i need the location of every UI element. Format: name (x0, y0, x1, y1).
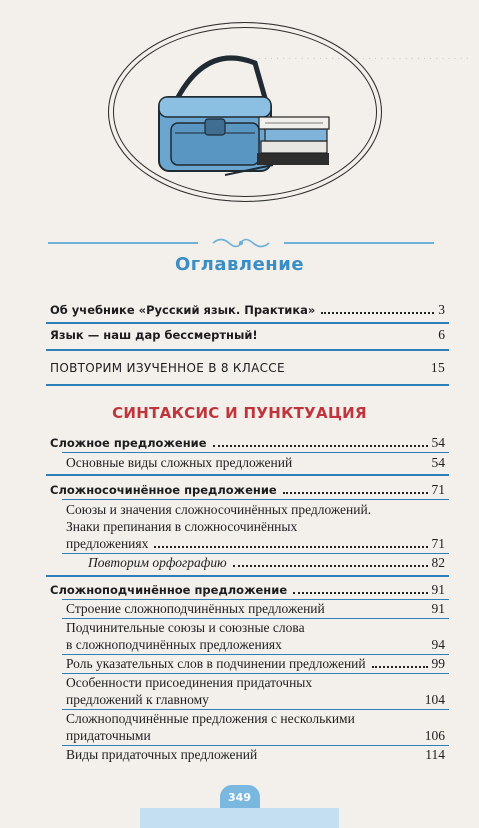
toc-entry[interactable] (50, 327, 445, 343)
rule (62, 618, 449, 619)
chapter-entry[interactable] (50, 435, 445, 451)
entry-page: 15 (430, 360, 445, 375)
toc-title: Оглавление (174, 254, 305, 275)
rule (62, 709, 449, 710)
section-title: СИНТАКСИС И ПУНКТУАЦИЯ (112, 404, 367, 422)
rule (46, 349, 449, 351)
dot-leader (291, 370, 427, 372)
entry-page: 91 (431, 601, 445, 616)
entry-title: Повторим орфографию (88, 555, 227, 570)
dot-leader (233, 565, 428, 567)
dot-leader (372, 666, 428, 668)
oval-frame (108, 22, 382, 202)
entry-page: 94 (431, 637, 445, 652)
rule (62, 673, 449, 674)
toc-entry[interactable] (66, 692, 445, 708)
entry-title: придаточными (66, 728, 151, 743)
dot-leader (331, 611, 428, 613)
entry-title: Сложносочинённое предложение (50, 483, 277, 497)
entry-title: предложений к главному (66, 692, 209, 707)
toc-entry[interactable] (66, 747, 445, 763)
entry-page: 114 (425, 747, 445, 762)
dot-leader (157, 738, 421, 740)
dot-leader (154, 546, 427, 548)
entry-page: 3 (438, 302, 445, 317)
entry-line: Знаки препинания в сложносочинённых (66, 519, 298, 534)
chapter-entry[interactable] (50, 582, 445, 598)
entry-page: 54 (431, 435, 445, 450)
entry-title: предложениях (66, 536, 149, 551)
rule (62, 452, 449, 453)
entry-page: 106 (424, 728, 445, 743)
entry-page: 71 (431, 482, 445, 497)
toc-entry[interactable] (66, 455, 445, 471)
footer-band (140, 808, 339, 828)
entry-page: 71 (431, 536, 445, 551)
rule (62, 499, 449, 500)
entry-line: Особенности присоединения придаточных (66, 675, 313, 690)
entry-page: 54 (431, 455, 445, 470)
dot-leader (215, 702, 421, 704)
entry-title: Виды придаточных предложений (66, 747, 258, 762)
entry-page: 91 (431, 582, 445, 597)
entry-title: Сложное предложение (50, 436, 207, 450)
dot-leader (293, 592, 427, 594)
entry-line: Сложноподчинённые предложения с несколькими (66, 711, 355, 726)
entry-title: Сложноподчинённое предложение (50, 583, 288, 597)
dot-leader (288, 647, 428, 649)
school-bag-icon (145, 53, 345, 183)
toc-entry[interactable] (66, 601, 445, 617)
rule (62, 745, 449, 746)
entry-title: в сложноподчинённых предложениях (66, 637, 282, 652)
entry-page: 82 (431, 555, 445, 570)
illustration-frame (8, 0, 471, 226)
entry-title: Роль указательных слов в подчинении предложений (66, 656, 366, 671)
toc-entry[interactable] (66, 637, 445, 653)
rule (62, 553, 449, 554)
rule (46, 384, 449, 386)
bleed-through: . . . . . . . . . . . . . . . . . . . . . . . . . . . . . . . . . . . . . . . (233, 52, 469, 62)
entry-page: 6 (438, 327, 445, 342)
dot-leader (264, 337, 435, 339)
entry-line: Подчинительные союзы и союзные слова (66, 620, 305, 635)
rule (62, 599, 449, 600)
entry-page: 104 (424, 692, 445, 707)
entry-page: 99 (431, 656, 445, 671)
entry-title: Об учебнике «Русский язык. Практика» (50, 303, 316, 317)
toc-entry[interactable] (66, 656, 445, 672)
toc-entry[interactable] (66, 536, 445, 552)
entry-title: ПОВТОРИМ ИЗУЧЕННОЕ В 8 КЛАССЕ (50, 361, 285, 375)
entry-line: Союзы и значения сложносочинённых предложений. (66, 502, 372, 517)
rule (46, 322, 449, 324)
chapter-entry[interactable] (50, 482, 445, 498)
toc-entry[interactable] (88, 555, 445, 571)
toc-entry[interactable] (50, 360, 445, 376)
page-number: 349 (220, 785, 260, 809)
ornament-divider (48, 236, 434, 250)
rule (46, 474, 449, 476)
entry-title: Строение сложноподчинённых предложений (66, 601, 325, 616)
toc-entry[interactable] (66, 728, 445, 744)
dot-leader (321, 312, 434, 314)
dot-leader (263, 757, 421, 759)
entry-title: Язык — наш дар бессмертный! (50, 328, 258, 342)
toc-entry[interactable] (50, 302, 445, 318)
rule (46, 575, 449, 577)
entry-title: Основные виды сложных предложений (66, 455, 293, 470)
dot-leader (213, 445, 428, 447)
rule (62, 654, 449, 655)
ornament-icon (209, 236, 273, 250)
dot-leader (283, 492, 428, 494)
dot-leader (298, 465, 427, 467)
